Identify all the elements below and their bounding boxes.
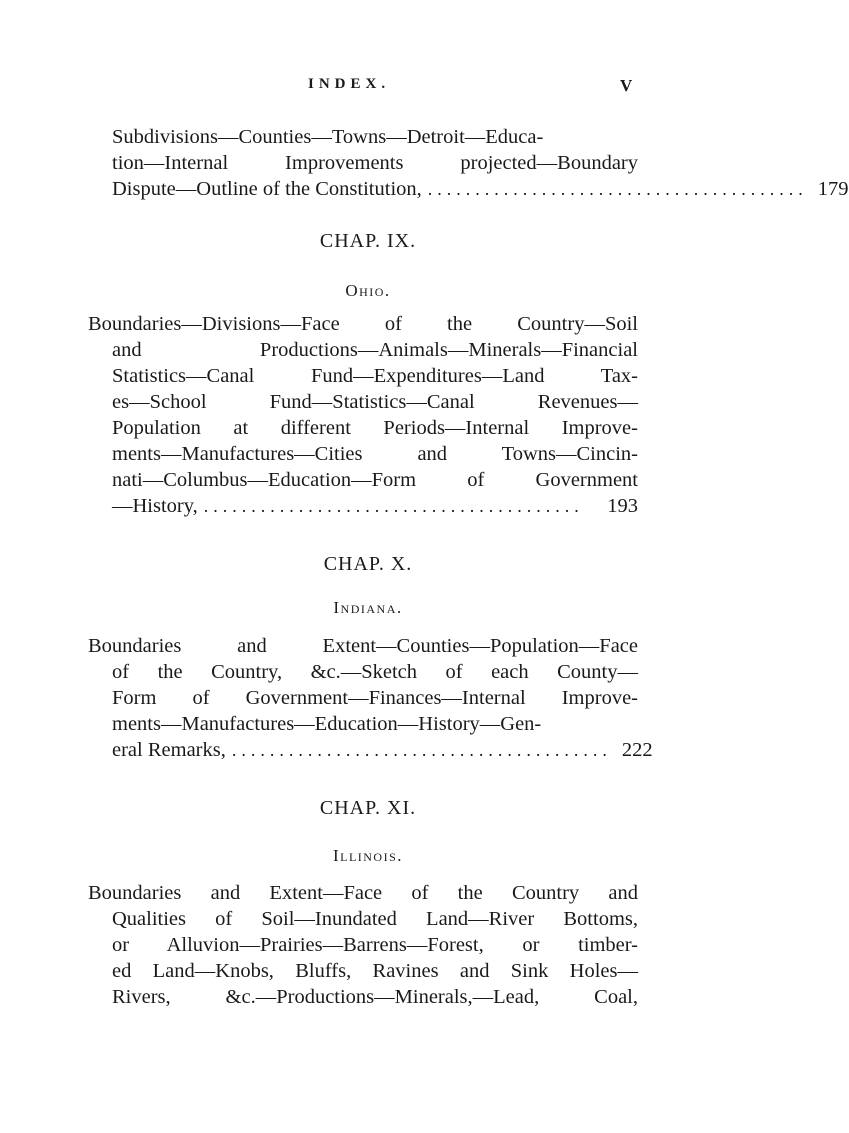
- chapter-heading: CHAP. X.: [323, 553, 413, 575]
- entry-line: or Alluvion—Prairies—Barrens—Forest, or timber-: [112, 934, 638, 956]
- entry-line: —History,: [112, 495, 198, 517]
- entry-line: nati—Columbus—Education—Form of Government: [112, 469, 638, 491]
- entry-line: Boundaries—Divisions—Face of the Country—Soil: [88, 313, 638, 335]
- dot-leader: ........................................: [427, 179, 808, 199]
- entry-line: ments—Manufactures—Education—History—Gen-: [112, 713, 542, 735]
- entry-line: es—School Fund—Statistics—Canal Revenues—: [112, 391, 638, 413]
- entry-line: Dispute—Outline of the Constitution,: [112, 178, 422, 200]
- running-title: INDEX.: [308, 76, 391, 92]
- chapter-heading: CHAP. XI.: [319, 797, 417, 819]
- entry-line: Qualities of Soil—Inundated Land—River Bottoms,: [112, 908, 638, 930]
- entry-line: Population at different Periods—Internal Improve-: [112, 417, 638, 439]
- entry-line: ed Land—Knobs, Bluffs, Ravines and Sink Holes—: [112, 960, 638, 982]
- entry-last-line: [88, 176, 849, 202]
- entry-line: Form of Government—Finances—Internal Improve-: [112, 687, 638, 709]
- entry-line: Boundaries and Extent—Counties—Population—Face: [88, 635, 638, 657]
- entry-line: tion—Internal Improvements projected—Boundary: [112, 152, 638, 174]
- entry-page-number: 193: [607, 495, 638, 517]
- indiana-entry: [88, 633, 653, 763]
- entry-line: ments—Manufactures—Cities and Towns—Cincin-: [112, 443, 638, 465]
- page-header: [0, 76, 736, 102]
- entry-line: Subdivisions—Counties—Towns—Detroit—Educa-: [112, 126, 544, 148]
- entry-page-number: 222: [621, 739, 653, 761]
- state-heading: Illinois.: [332, 846, 404, 865]
- entry-line: Boundaries and Extent—Face of the Country and: [88, 882, 638, 904]
- illinois-entry: [88, 880, 638, 1010]
- entry-line: of the Country, &c.—Sketch of each County—: [112, 661, 638, 683]
- entry-line: Rivers, &c.—Productions—Minerals,—Lead, Coal,: [112, 986, 638, 1008]
- chapter-heading: CHAP. IX.: [319, 230, 417, 252]
- entry-last-line: [88, 493, 638, 519]
- ohio-entry: [88, 311, 638, 519]
- entry-last-line: [88, 737, 653, 763]
- entry-line: Statistics—Canal Fund—Expenditures—Land Tax-: [112, 365, 638, 387]
- dot-leader: ........................................: [203, 496, 584, 516]
- entry-line: and Productions—Animals—Minerals—Financial: [112, 339, 638, 361]
- dot-leader: ........................................: [231, 740, 612, 760]
- state-heading: Indiana.: [333, 598, 403, 617]
- entry-page-number: 179: [817, 178, 849, 200]
- entry-line: eral Remarks,: [112, 739, 226, 761]
- state-heading: Ohio.: [345, 281, 391, 300]
- page-number: V: [620, 76, 633, 95]
- michigan-entry: [88, 124, 849, 202]
